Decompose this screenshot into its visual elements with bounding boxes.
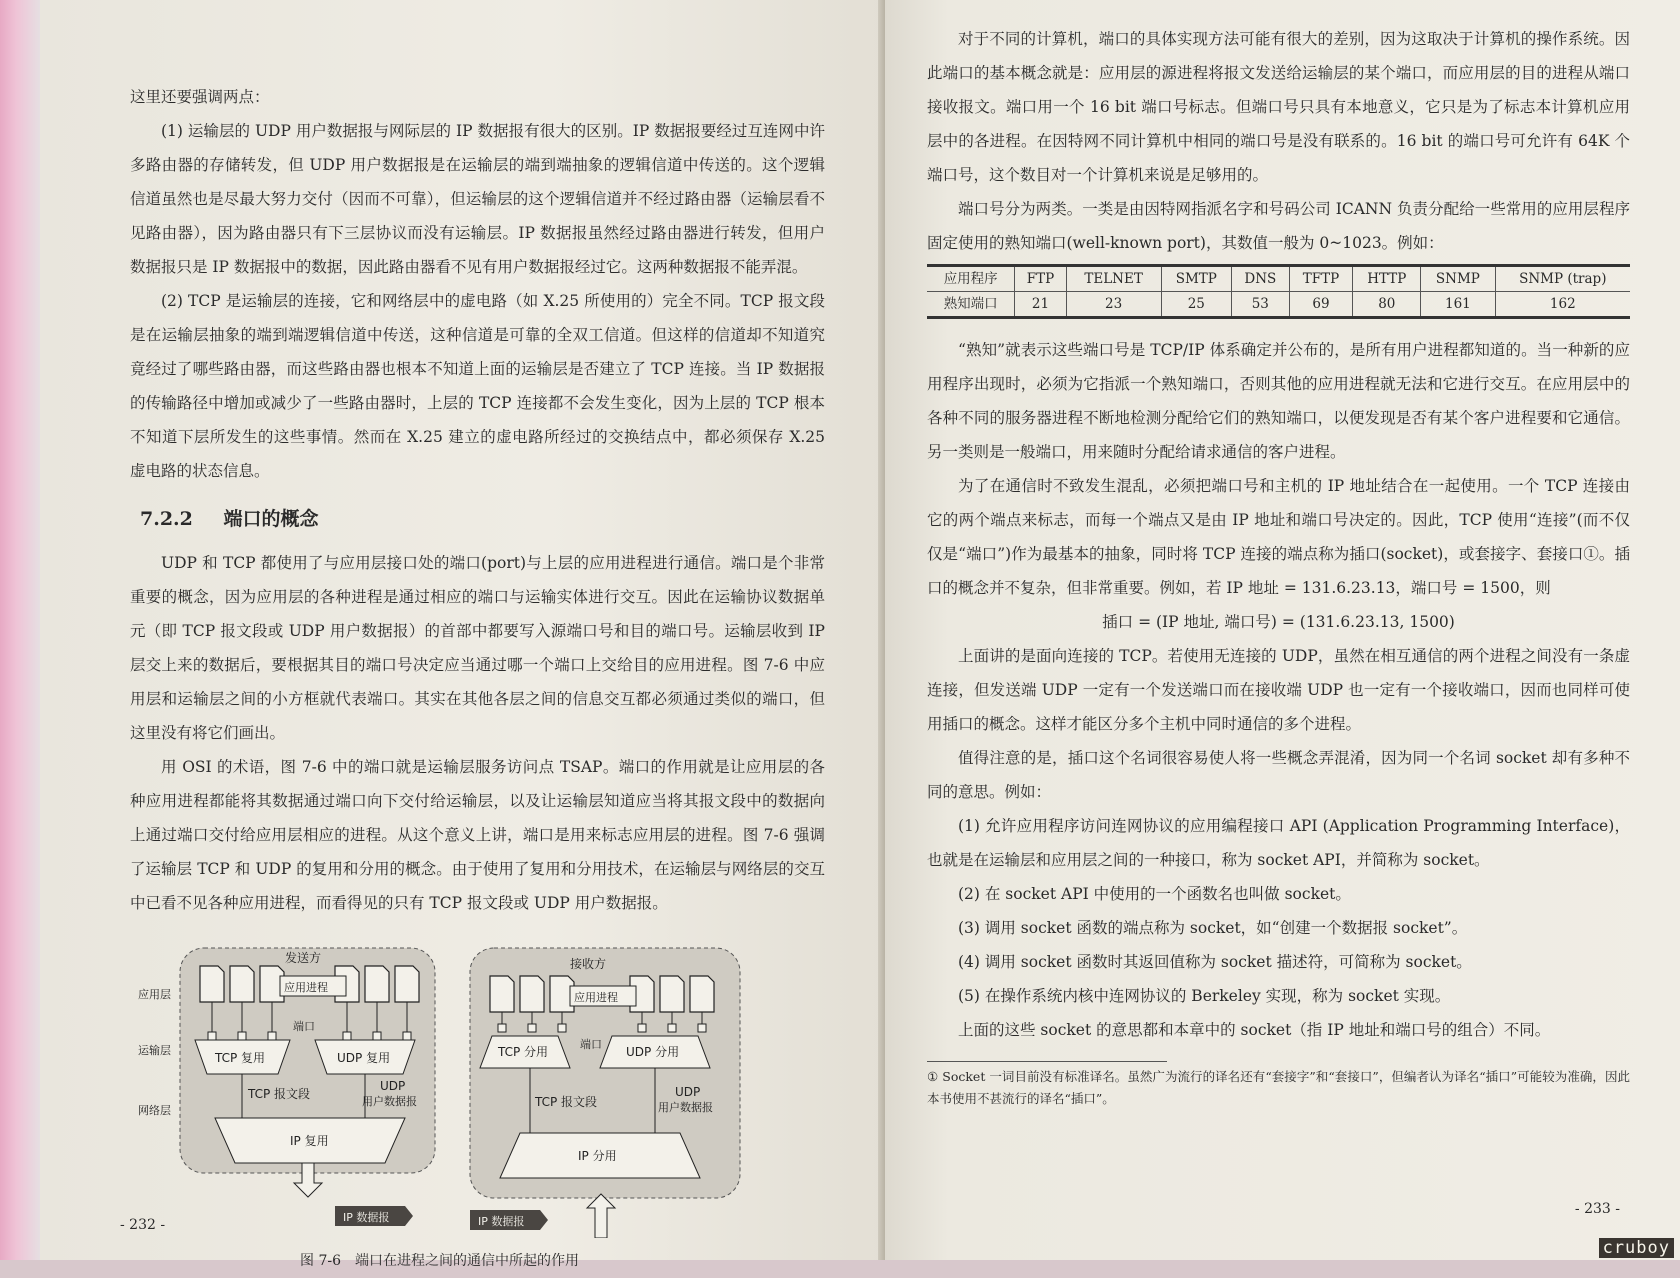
intro-line: 这里还要强调两点： [130,88,270,106]
tcp-demux-label: TCP 分用 [498,1045,549,1059]
ip-datagram-label: IP 数据报 [343,1211,390,1224]
section-title: 端口的概念 [223,508,319,530]
doc-icon [520,976,544,1012]
port-label: 端口 [580,1038,602,1051]
udp-label: UDP [675,1085,701,1099]
section-heading [140,502,825,536]
table-cell: SNMP [1421,266,1495,292]
app-process-label: 应用进程 [574,991,618,1004]
ip-datagram-label: IP 数据报 [478,1215,525,1228]
table-cell: 69 [1289,292,1353,318]
paragraph-conclusion: 上面的这些 socket 的意思都和本章中的 socket（指 IP 地址和端口号的组合）不同。 [958,1021,1551,1039]
table-cell: HTTP [1353,266,1421,292]
tcp-mux-label: TCP 复用 [215,1051,266,1065]
tcp-segment-label: TCP 报文段 [535,1095,598,1109]
table-cell: 23 [1066,292,1161,318]
paragraph-udp-socket: 上面讲的是面向连接的 TCP。若使用无连接的 UDP，虽然在相互通信的两个进程之间没有一条虚连接，但发送端 UDP 一定有一个发送端口而在接收端 UDP 也一定有一个接收端口，因而也同样可使用插口的概念。这样才能区分多个主机中同时通信的多个进程。 [927,647,1630,733]
paragraph-socket-meanings: 值得注意的是，插口这个名词很容易使人将一些概念弄混淆，因为同一个名词 socket 却有多种不同的意思。例如： [927,749,1630,801]
socket-formula: 插口 = (IP 地址, 端口号) = (131.6.23.13, 1500) [1102,613,1455,631]
list-item: (3) 调用 socket 函数的端点称为 socket，如“创建一个数据报 socket”。 [958,919,1468,937]
paragraph-tsap: 用 OSI 的术语，图 7-6 中的端口就是运输层服务访问点 TSAP。端口的作用就是让应用层的各种应用进程都能将其数据通过端口向下交付给运输层，以及让运输层知道应当将其报文段中的数据向上通过端口交付给应用层相应的进程。从这个意义上讲，端口是用来标志应用层的进程。图 7-6 强调了运输层 TCP 和 UDP 的复用和分用的概念。由于使用了复用和分用技术，在运输层与网络层的交互中已看不见各种应用进程，而看得见的只有 TCP 报文段或 UDP 用户数据报。 [130,758,825,912]
figure-caption: 图 7-6 端口在进程之间的通信中所起的作用 [300,1253,579,1269]
table-cell: FTP [1015,266,1066,292]
udp-datagram-label: 用户数据报 [362,1095,417,1108]
udp-datagram-label: 用户数据报 [658,1101,713,1114]
paragraph-port-intro: UDP 和 TCP 都使用了与应用层接口处的端口(port)与上层的应用进程进行通信。端口是个非常重要的概念，因为应用层的各种进程是通过相应的端口与运输实体进行交互。因此在运输协议数据单元（即 TCP 报文段或 UDP 用户数据报）的首部中都要写入源端口号和目的端口号。运输层收到 IP 层交上来的数据后，要根据其目的端口号决定应当通过哪一个端口上交给目的应用进程。图 7-6 中应用层和运输层之间的小方框就代表端口。其实在其他各层之间的信息交互都必须通过类似的端口，但这里没有将它们画出。 [130,554,825,742]
point-1: (1) 运输层的 UDP 用户数据报与网际层的 IP 数据报有很大的区别。IP 数据报要经过互连网中许多路由器的存储转发，但 UDP 用户数据报是在运输层的端到端抽象的逻辑信道中传送的。这个逻辑信道虽然也是尽最大努力交付（因而不可靠），但运输层的这个逻辑信道并不经过路由器（运输层看不见路由器），因为路由器只有下三层协议而没有运输层。IP 数据报虽然经过路由器进行转发，但用户数据报只是 IP 数据报中的数据，因此路由器看不见有用户数据报经过它。这两种数据报不能弄混。 [130,122,825,276]
tcp-segment-label: TCP 报文段 [248,1087,311,1101]
up-arrow-icon [587,1194,615,1238]
list-item: (5) 在操作系统内核中连网协议的 Berkeley 实现，称为 socket 实现。 [958,987,1451,1005]
footnote-divider [927,1061,1167,1062]
table-cell: 熟知端口 [927,292,1015,318]
doc-icon [660,976,684,1012]
left-page [40,0,885,1269]
figure-7-6 [130,938,770,1238]
page-number-left: - 232 - [120,1217,166,1233]
layer-network-label: 网络层 [138,1104,171,1117]
table-row [927,266,1630,292]
doc-icon [490,976,514,1012]
layer-transport-label: 运输层 [138,1044,171,1057]
book-edge [0,0,40,1260]
table-row [927,292,1630,318]
paragraph-well-known: “熟知”就表示这些端口号是 TCP/IP 体系确定并公布的，是所有用户进程都知道的。当一种新的应用程序出现时，必须为它指派一个熟知端口，否则其他的应用进程就无法和它进行交互。在应用层中的各种不同的服务器进程不断地检测分配给它们的熟知端口，以便发现是否有某个客户进程要和它通信。另一类则是一般端口，用来随时分配给请求通信的客户进程。 [927,341,1630,461]
doc-icon [690,976,714,1012]
sender-label: 发送方 [285,951,322,965]
table-cell: 25 [1161,292,1232,318]
paragraph-socket: 为了在通信时不致发生混乱，必须把端口号和主机的 IP 地址结合在一起使用。一个 TCP 连接由它的两个端点来标志，而每一个端点又是由 IP 地址和端口号决定的。因此，TCP 使用“连接”(而不仅仅是“端口”)作为最基本的抽象，同时将 TCP 连接的端点称为插口(socket)，或套接字、套接口①。插口的概念并不复杂，但非常重要。例如，若 IP 地址 = 131.6.23.13，端口号 = 1500，则 [927,477,1630,597]
receiver-label: 接收方 [570,957,607,971]
paragraph-port-implementation: 对于不同的计算机，端口的具体实现方法可能有很大的差别，因为这取决于计算机的操作系统。因此端口的基本概念就是：应用层的源进程将报文发送给运输层的某个端口，而应用层的目的进程从端口接收报文。端口用一个 16 bit 端口号标志。但端口号只具有本地意义，它只是为了标志本计算机应用层中的各进程。在因特网不同计算机中相同的端口号是没有联系的。16 bit 的端口号可允许有 64K 个端口号，这个数目对一个计算机来说是足够用的。 [927,30,1630,184]
paragraph-port-types: 端口号分为两类。一类是由因特网指派名字和号码公司 ICANN 负责分配给一些常用的应用层程序固定使用的熟知端口(well-known port)，其数值一般为 0~1023。例如： [927,200,1630,252]
app-process-label: 应用进程 [284,981,328,994]
table-cell: 161 [1421,292,1495,318]
doc-icon [365,966,389,1002]
table-cell: 应用程序 [927,266,1015,292]
table-cell: 53 [1232,292,1289,318]
table-cell: TELNET [1066,266,1161,292]
udp-mux-label: UDP 复用 [337,1051,391,1065]
table-cell: DNS [1232,266,1289,292]
port-diagram [130,938,770,1238]
doc-icon [230,966,254,1002]
watermark: cruboy [1599,1238,1674,1258]
list-item: (4) 调用 socket 函数时其返回值称为 socket 描述符，可简称为 socket。 [958,953,1472,971]
list-item: (1) 允许应用程序访问连网协议的应用编程接口 API (Application Programming Interface)，也就是在运输层和应用层之间的一种接口，称为 socket API，并简称为 socket。 [927,817,1630,869]
table-cell: TFTP [1289,266,1353,292]
well-known-ports-table [927,264,1630,319]
table-cell: SMTP [1161,266,1232,292]
footnote: ① Socket 一词目前没有标准译名。虽然广为流行的译名还有“套接字”和“套接口”，但编者认为译名“插口”可能较为准确，因此本书使用不甚流行的译名“插口”。 [927,1069,1630,1106]
layer-app-label: 应用层 [138,988,171,1001]
right-page [885,0,1680,1260]
table-cell: 21 [1015,292,1066,318]
ip-demux-label: IP 分用 [578,1149,617,1163]
ip-mux-label: IP 复用 [290,1134,329,1148]
section-number: 7.2.2 [140,508,193,530]
table-cell: 80 [1353,292,1421,318]
page-number-right: - 233 - [1574,1201,1620,1217]
table-cell: SNMP (trap) [1495,266,1630,292]
point-2: (2) TCP 是运输层的连接，它和网络层中的虚电路（如 X.25 所使用的）完全不同。TCP 报文段是在运输层抽象的端到端逻辑信道中传送，这种信道是可靠的全双工信道。但这样的信道却不知道究竟经过了哪些路由器，而这些路由器也根本不知道上面的运输层是否建立了 TCP 连接。当 IP 数据报的传输路径中增加或减少了一些路由器时，上层的 TCP 连接都不会发生变化，因为上层的 TCP 根本不知道下层所发生的这些事情。然而在 X.25 建立的虚电路所经过的交换结点中，都必须保存 X.25 虚电路的状态信息。 [130,292,825,480]
doc-icon [395,966,419,1002]
table-cell: 162 [1495,292,1630,318]
port-label: 端口 [293,1020,315,1033]
udp-demux-label: UDP 分用 [626,1045,680,1059]
list-item: (2) 在 socket API 中使用的一个函数名也叫做 socket。 [958,885,1351,903]
udp-label: UDP [380,1079,406,1093]
doc-icon [200,966,224,1002]
